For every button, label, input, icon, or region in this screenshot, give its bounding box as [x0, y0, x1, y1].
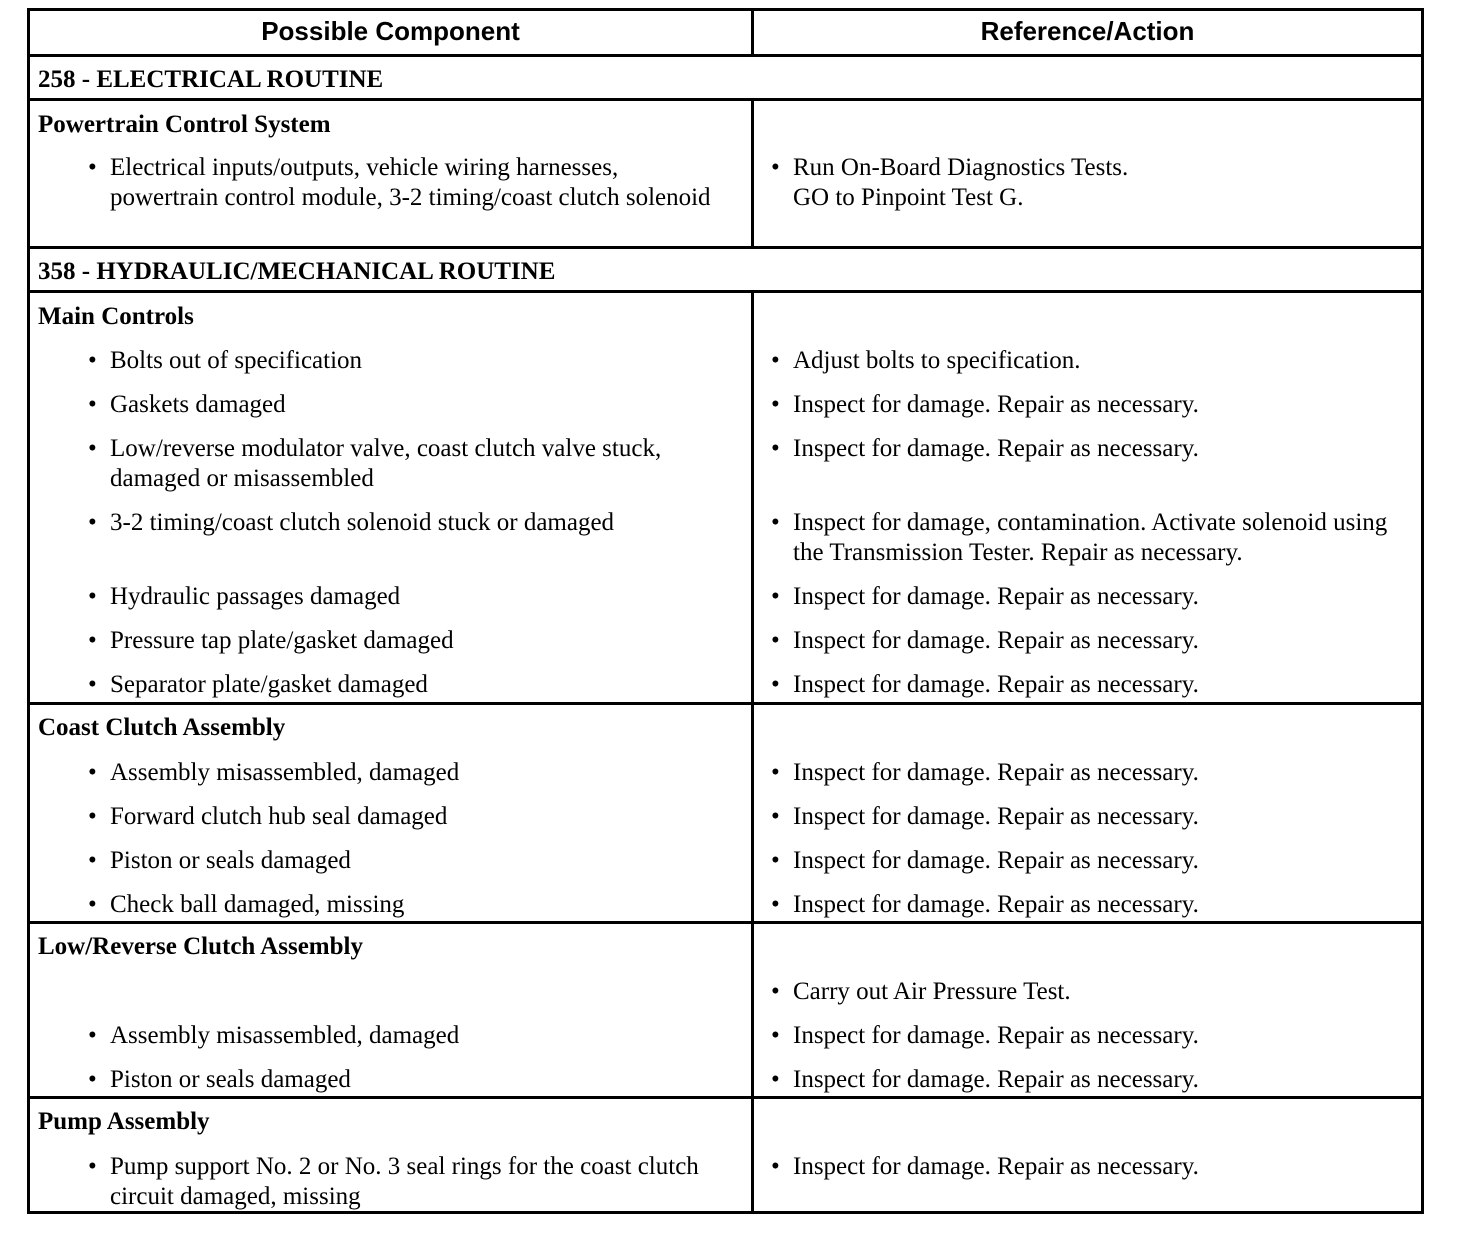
component-item: [88, 802, 730, 832]
component-item: [88, 1021, 730, 1051]
component-text: Gaskets damaged: [110, 391, 286, 418]
bullet-icon: •: [771, 509, 780, 536]
column-divider: [751, 98, 754, 249]
bullet-icon: •: [88, 1066, 97, 1093]
row-divider: [30, 290, 1421, 293]
action-item: [771, 434, 1413, 464]
component-item: [88, 670, 730, 700]
component-item: [88, 434, 730, 494]
bullet-icon: •: [88, 847, 97, 874]
action-text: Inspect for damage. Repair as necessary.: [793, 627, 1199, 654]
bullet-icon: •: [771, 847, 780, 874]
action-item: [771, 1065, 1413, 1095]
bullet-icon: •: [771, 391, 780, 418]
action-text: Inspect for damage. Repair as necessary.: [793, 435, 1199, 462]
component-item: [88, 890, 730, 920]
action-text: Adjust bolts to specification.: [793, 347, 1081, 374]
bullet-icon: •: [88, 391, 97, 418]
bullet-icon: •: [771, 347, 780, 374]
bullet-icon: •: [88, 347, 97, 374]
column-header-action: Reference/Action: [980, 16, 1195, 46]
bullet-icon: •: [771, 627, 780, 654]
component-item: [88, 390, 730, 420]
action-text: Inspect for damage. Repair as necessary.: [793, 759, 1199, 786]
action-text: GO to Pinpoint Test G.: [793, 184, 1024, 211]
action-text: Inspect for damage. Repair as necessary.: [793, 671, 1199, 698]
component-item: [88, 1065, 730, 1095]
component-item: [88, 626, 730, 656]
bullet-icon: •: [771, 978, 780, 1005]
component-text: Assembly misassembled, damaged: [110, 759, 460, 786]
action-item: [771, 846, 1413, 876]
component-text: Pump support No. 2 or No. 3 seal rings for the coast clutch circuit damaged, missing: [110, 1153, 699, 1210]
component-item: [88, 758, 730, 788]
component-text: 3-2 timing/coast clutch solenoid stuck or damaged: [110, 509, 615, 536]
component-text: Hydraulic passages damaged: [110, 583, 401, 610]
bullet-icon: •: [88, 759, 97, 786]
row-divider: [30, 921, 1421, 924]
group-title-pump: Pump Assembly: [38, 1108, 210, 1135]
component-item: [88, 346, 730, 376]
action-item: [771, 153, 1413, 183]
action-text: Inspect for damage. Repair as necessary.: [793, 391, 1199, 418]
component-text: Assembly misassembled, damaged: [110, 1022, 460, 1049]
component-item: [88, 508, 730, 538]
row-divider: [30, 702, 1421, 705]
bullet-icon: •: [88, 583, 97, 610]
row-divider: [30, 1096, 1421, 1099]
component-text: Low/reverse modulator valve, coast clutch valve stuck, damaged or misassembled: [110, 435, 662, 492]
column-header-component: Possible Component: [261, 16, 520, 46]
action-text: Run On-Board Diagnostics Tests.: [793, 154, 1129, 181]
bullet-icon: •: [771, 1022, 780, 1049]
row-divider: [30, 98, 1421, 101]
action-item: [771, 670, 1413, 700]
group-title-coast-clutch: Coast Clutch Assembly: [38, 714, 286, 741]
component-text: Bolts out of specification: [110, 347, 363, 374]
bullet-icon: •: [88, 627, 97, 654]
action-text: Carry out Air Pressure Test.: [793, 978, 1071, 1005]
bullet-icon: •: [88, 1153, 97, 1180]
component-text: Separator plate/gasket damaged: [110, 671, 428, 698]
bullet-icon: •: [88, 671, 97, 698]
bullet-icon: •: [88, 435, 97, 462]
component-item: [88, 582, 730, 612]
action-item: [771, 582, 1413, 612]
action-item: [771, 508, 1413, 568]
action-item: [771, 758, 1413, 788]
action-text: Inspect for damage. Repair as necessary.: [793, 1153, 1199, 1180]
bullet-icon: •: [771, 803, 780, 830]
group-title-main-controls: Main Controls: [38, 303, 194, 330]
bullet-icon: •: [771, 154, 780, 181]
column-divider: [751, 290, 754, 1211]
action-item: [771, 346, 1413, 376]
bullet-icon: •: [88, 891, 97, 918]
column-divider: [751, 11, 754, 57]
bullet-icon: •: [88, 803, 97, 830]
action-text: Inspect for damage. Repair as necessary.: [793, 583, 1199, 610]
action-text: Inspect for damage. Repair as necessary.: [793, 803, 1199, 830]
action-text: Inspect for damage. Repair as necessary.: [793, 891, 1199, 918]
component-text: Check ball damaged, missing: [110, 891, 405, 918]
action-text: Inspect for damage. Repair as necessary.: [793, 1022, 1199, 1049]
action-item: [771, 890, 1413, 920]
bullet-icon: •: [88, 509, 97, 536]
bullet-icon: •: [771, 435, 780, 462]
bullet-icon: •: [771, 1066, 780, 1093]
component-text: Piston or seals damaged: [110, 847, 351, 874]
section-title-electrical: 258 - ELECTRICAL ROUTINE: [38, 66, 384, 93]
action-item: [771, 626, 1413, 656]
bullet-icon: •: [771, 583, 780, 610]
component-text: Electrical inputs/outputs, vehicle wiring harnesses, powertrain control module, 3-2 timing/coast clutch solenoid: [110, 154, 711, 211]
bullet-icon: •: [88, 1022, 97, 1049]
group-title-powertrain: Powertrain Control System: [38, 111, 331, 138]
action-item: [771, 1152, 1413, 1182]
action-text: Inspect for damage. Repair as necessary.: [793, 1066, 1199, 1093]
component-item: [88, 153, 730, 213]
component-text: Piston or seals damaged: [110, 1066, 351, 1093]
bullet-icon: •: [88, 154, 97, 181]
component-item: [88, 1152, 730, 1212]
row-divider: [30, 246, 1421, 249]
group-title-low-reverse-clutch: Low/Reverse Clutch Assembly: [38, 933, 363, 960]
bullet-icon: •: [771, 891, 780, 918]
action-text: Inspect for damage, contamination. Activate solenoid using the Transmission Tester. Repair as necessary.: [793, 509, 1388, 566]
action-item-continued: [793, 183, 1413, 213]
bullet-icon: •: [771, 671, 780, 698]
bullet-icon: •: [771, 759, 780, 786]
troubleshooting-table: [27, 8, 1424, 1214]
component-item: [88, 846, 730, 876]
action-item: [771, 802, 1413, 832]
component-text: Pressure tap plate/gasket damaged: [110, 627, 454, 654]
bullet-icon: •: [771, 1153, 780, 1180]
section-title-hydraulic: 358 - HYDRAULIC/MECHANICAL ROUTINE: [38, 258, 556, 285]
action-item: [771, 977, 1413, 1007]
row-divider: [30, 54, 1421, 57]
component-text: Forward clutch hub seal damaged: [110, 803, 448, 830]
action-item: [771, 1021, 1413, 1051]
action-item: [771, 390, 1413, 420]
action-text: Inspect for damage. Repair as necessary.: [793, 847, 1199, 874]
